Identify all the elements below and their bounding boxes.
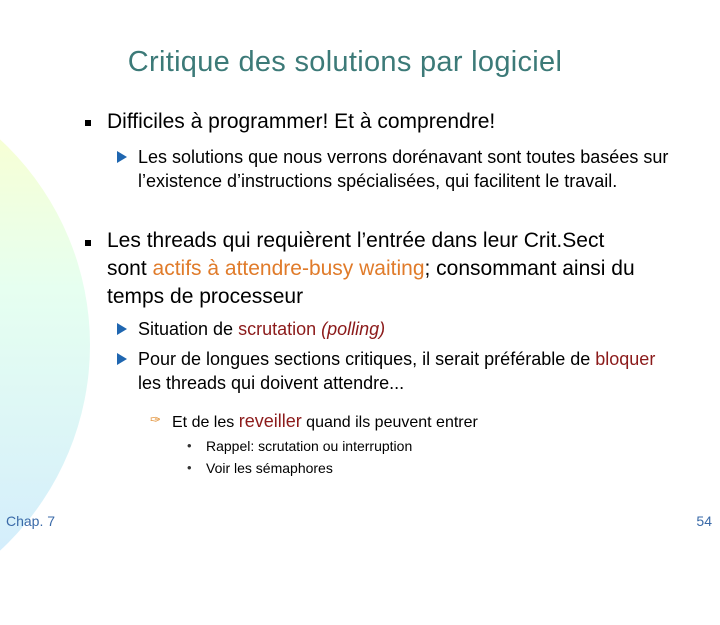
text-segment: Et de les <box>172 414 239 431</box>
highlight-scrutation: scrutation <box>238 319 317 339</box>
footer-page-number: 54 <box>696 513 712 529</box>
background-decoration <box>0 65 90 625</box>
footer-chapter: Chap. 7 <box>6 513 56 529</box>
highlight-bloquer: bloquer <box>595 349 656 369</box>
slide-title: Critique des solutions par logiciel <box>127 46 563 78</box>
bullet-bloquer <box>138 347 678 395</box>
bullet-threads-busy-waiting <box>107 227 647 311</box>
text-segment: ; consommant ainsi du temps de processeur <box>107 257 635 308</box>
text-segment: Les threads qui requièrent l’entrée dans leur Crit.Sect sont <box>107 229 605 280</box>
italic-polling: (polling) <box>321 319 386 339</box>
square-bullet-icon <box>85 120 91 126</box>
text-segment: Situation de <box>138 319 239 339</box>
bullet-semaphores: Voir les sémaphores <box>206 460 333 476</box>
bullet-scrutation <box>138 317 385 341</box>
triangle-bullet-icon <box>117 151 127 163</box>
dot-bullet-icon: • <box>187 460 192 475</box>
bullet-solutions-instructions: Les solutions que nous verrons dorénavant sont toutes basées sur l’existence d’instructions spécialisées, qui facilitent le travail. <box>138 147 669 191</box>
bullet-rappel: Rappel: scrutation ou interruption <box>206 438 413 454</box>
highlight-busy-waiting: actifs à attendre-busy waiting <box>152 257 425 280</box>
square-bullet-icon <box>85 240 91 246</box>
text-segment: quand ils peuvent entrer <box>301 414 478 431</box>
triangle-bullet-icon <box>117 353 127 365</box>
triangle-bullet-icon <box>117 323 127 335</box>
bullet-difficiles: Difficiles à programmer! Et à comprendre! <box>107 110 496 133</box>
text-segment: Pour de longues sections critiques, il serait préférable de <box>138 349 596 369</box>
pen-bullet-icon: ✑ <box>150 412 161 427</box>
highlight-reveiller: reveiller <box>238 411 302 431</box>
text-segment: les threads qui doivent attendre... <box>138 373 405 393</box>
dot-bullet-icon: • <box>187 438 192 453</box>
bullet-reveiller <box>172 410 478 434</box>
